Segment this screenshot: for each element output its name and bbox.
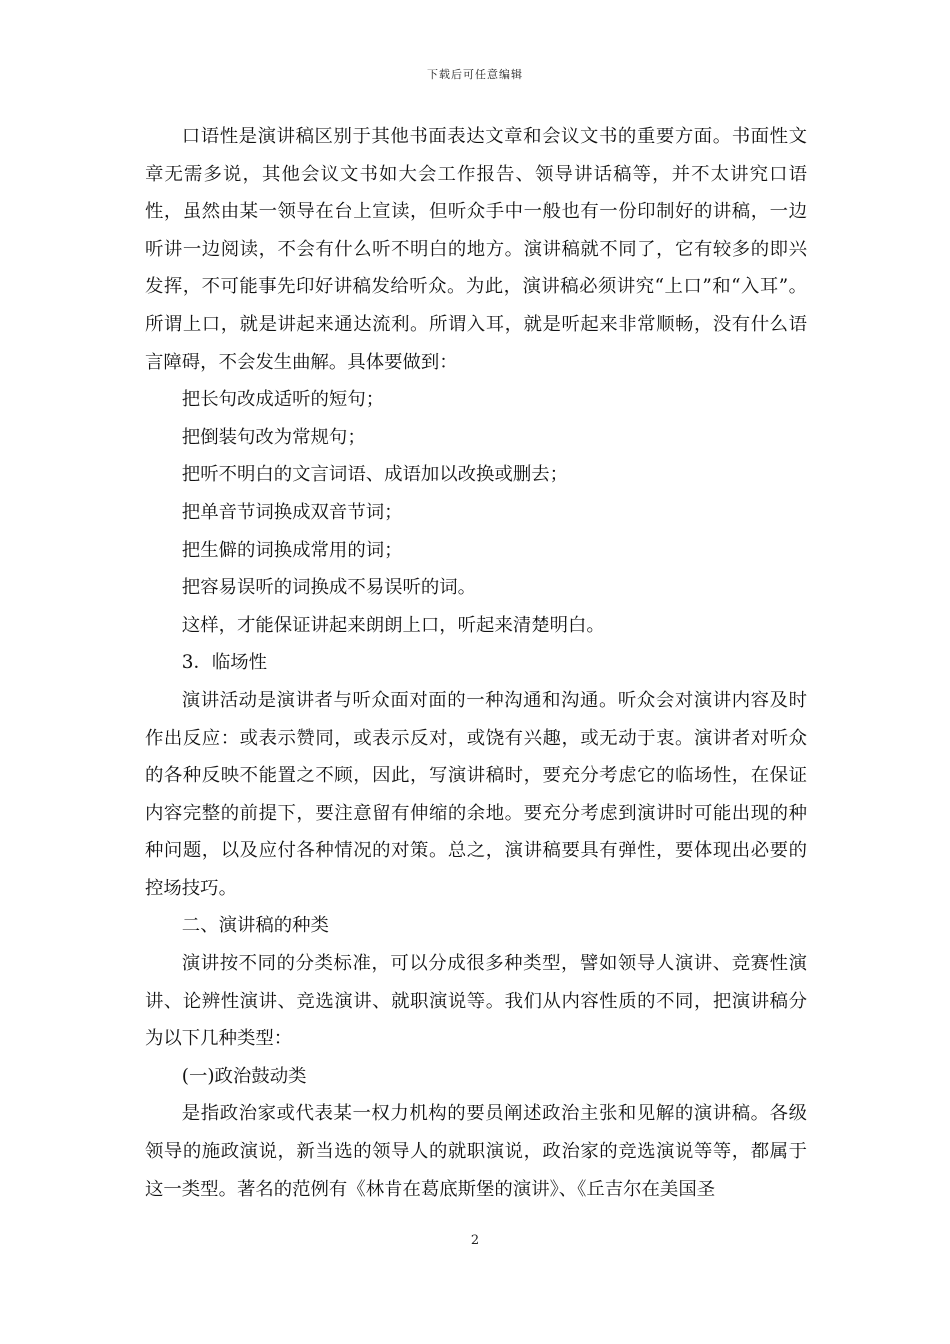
paragraph-on-site: 演讲活动是演讲者与听众面对面的一种沟通和沟通。听众会对演讲内容及时作出反应：或表示赞同，或表示反对，或饶有兴趣，或无动于衷。演讲者对听众的各种反映不能置之不顾，因此，写演讲稿时，要充分考虑它的临场性，在保证内容完整的前提下，要注意留有伸缩的余地。要充分考虑到演讲时可能出现的种种问题，以及应付各种情况的对策。总之，演讲稿要具有弹性，要体现出必要的控场技巧。 (145, 689, 807, 899)
list-item-common-words: 把生僻的词换成常用的词； (181, 539, 403, 561)
paragraph-colloquial-intro: 口语性是演讲稿区别于其他书面表达文章和会议文书的重要方面。书面性文章无需多说，其他会议文书如大会工作报告、领导讲话稿等，并不太讲究口语性，虽然由某一领导在台上宣读，但听众手中一般也有一份印制好的讲稿，一边听讲一边阅读，不会有什么听不明白的地方。演讲稿就不同了，它有较多的即兴发挥，不可能事先印好讲稿发给听众。为此，演讲稿必须讲究“上口”和“入耳”。所谓上口，就是讲起来通达流利。所谓入耳，就是听起来非常顺畅，没有什么语言障碍，不会发生曲解。具体要做到： (145, 126, 807, 373)
paragraph-conclusion: 这样，才能保证讲起来朗朗上口，听起来清楚明白。 (181, 614, 605, 636)
list-item-clear-words: 把容易误听的词换成不易误听的词。 (181, 577, 477, 599)
list-item-short-sentence: 把长句改成适听的短句； (181, 389, 385, 411)
subheading-political: (一)政治鼓动类 (181, 1065, 307, 1087)
list-item-disyllabic: 把单音节词换成双音节词； (181, 501, 403, 523)
document-body (145, 118, 807, 1208)
section-heading-on-site: 3．临场性 (181, 652, 268, 674)
paragraph-types: 演讲按不同的分类标准，可以分成很多种类型，譬如领导人演讲、竞赛性演讲、论辨性演讲、竞选演讲、就职演说等。我们从内容性质的不同，把演讲稿分为以下几种类型： (145, 953, 807, 1050)
page-number: 2 (470, 1233, 480, 1248)
page-header: 下载后可任意编辑 (427, 68, 523, 81)
list-item-regular-sentence: 把倒装句改为常规句； (181, 426, 366, 448)
section-heading-types: 二、演讲稿的种类 (181, 915, 329, 937)
paragraph-political: 是指政治家或代表某一权力机构的要员阐述政治主张和见解的演讲稿。各级领导的施政演说，新当选的领导人的就职演说，政治家的竞选演说等等，都属于这一类型。著名的范例有《林肯在葛底斯堡的演讲》、《丘吉尔在美国圣 (145, 1103, 807, 1200)
list-item-classical-words: 把听不明白的文言词语、成语加以改换或删去； (181, 464, 569, 486)
